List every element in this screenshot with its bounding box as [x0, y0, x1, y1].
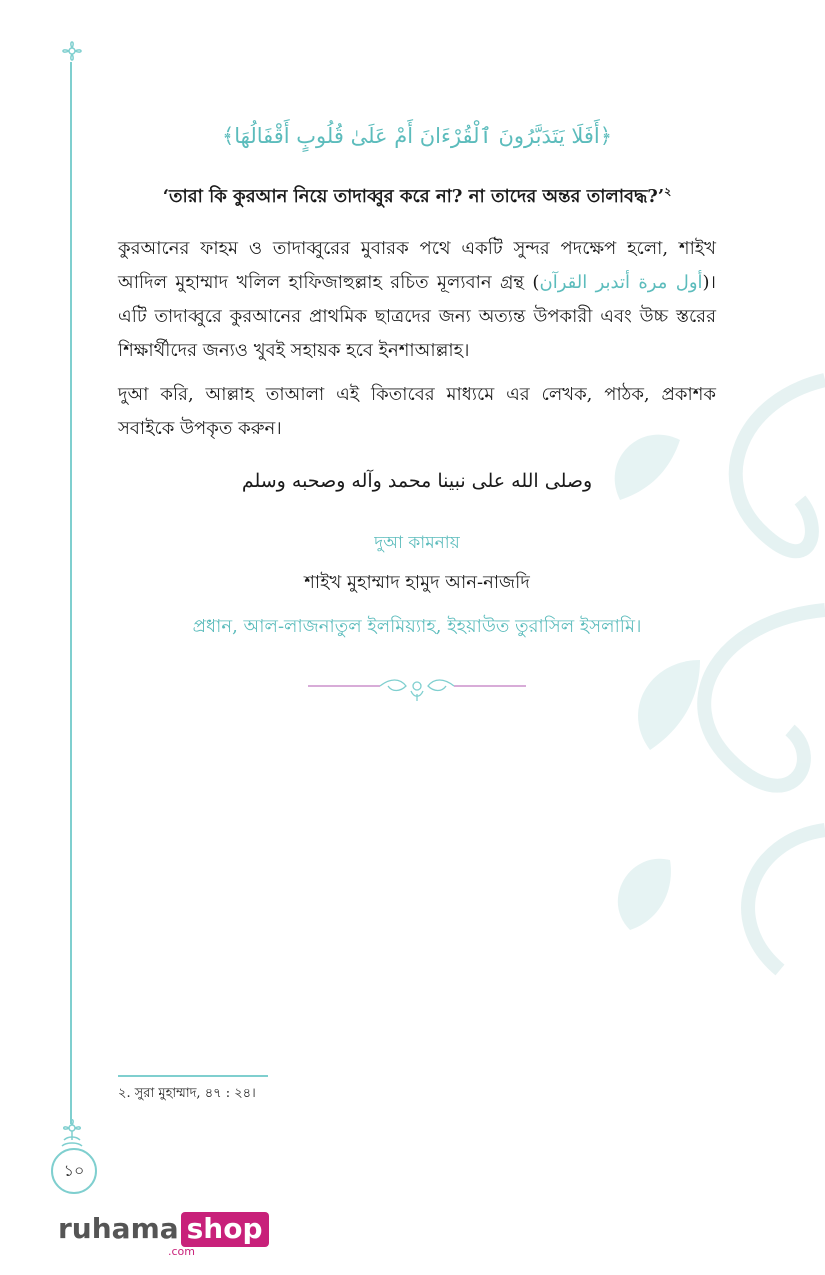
footnote: ২. সুরা মুহাম্মাদ, ৪৭ : ২৪। — [118, 1086, 256, 1101]
salat-line: وصلى الله على نبينا محمد وآله وصحبه وسلم — [241, 470, 593, 492]
floral-ornament-icon — [58, 36, 86, 66]
quran-ayah: ﴿أَفَلَا يَتَدَبَّرُونَ ٱلْقُرْءَانَ أَمْ عَلَىٰ قُلُوبٍ أَقْفَالُهَا﴾ — [221, 124, 613, 148]
margin-line — [70, 62, 72, 1124]
paragraph-dua: দুআ করি, আল্লাহ তাআলা এই কিতাবের মাধ্যমে এর লেখক, পাঠক, প্রকাশক সবাইকে উপকৃত করুন। — [118, 384, 716, 439]
brand-domain: .com — [168, 1245, 195, 1258]
divider-ornament-icon — [308, 674, 526, 702]
sheikh-position: প্রধান, আল-লাজনাতুল ইলমিয়্যাহ, ইহয়াউত তুরাসিল ইসলামি। — [192, 616, 642, 637]
translation-text: ‘তারা কি কুরআন নিয়ে তাদাব্বুর করে না? না তাদের অন্তর তালাবদ্ধ?’ — [162, 186, 665, 207]
page-number: ১০ — [51, 1148, 97, 1194]
book-title-arabic: أول مرة أتدبر القرآن — [539, 272, 703, 293]
background-flourish-icon — [560, 360, 825, 1000]
brand-name: ruhama — [58, 1212, 179, 1245]
footnote-reference: ২ — [664, 185, 672, 198]
paragraph-text: কুরআনের ফাহম ও তাদাব্বুরের মুবারক পথে একটি সুন্দর পদক্ষেপ হলো, শাইখ আদিল মুহাম্মাদ খলিল হাফিজাহুল্লাহ রচিত মূল্যবান গ্রন্থ ( — [118, 238, 716, 293]
dua-label: দুআ কামনায় — [374, 533, 460, 553]
brand-shop: shop — [181, 1212, 269, 1247]
sheikh-name: শাইখ মুহাম্মাদ হামুদ আন-নাজদি — [304, 572, 530, 593]
ayah-translation — [120, 182, 714, 213]
paragraph-intro — [118, 232, 716, 368]
footnote-rule — [118, 1075, 268, 1077]
paragraph-text: )। এটি তাদাব্বুরে কুরআনের প্রাথমিক ছাত্রদের জন্য অত্যন্ত উপকারী এবং উচ্চ স্তরের শিক্ষার্থীদের জন্যও খুবই সহায়ক হবে ইনশাআল্লাহ। — [118, 272, 716, 361]
brand-logo — [58, 1212, 269, 1245]
